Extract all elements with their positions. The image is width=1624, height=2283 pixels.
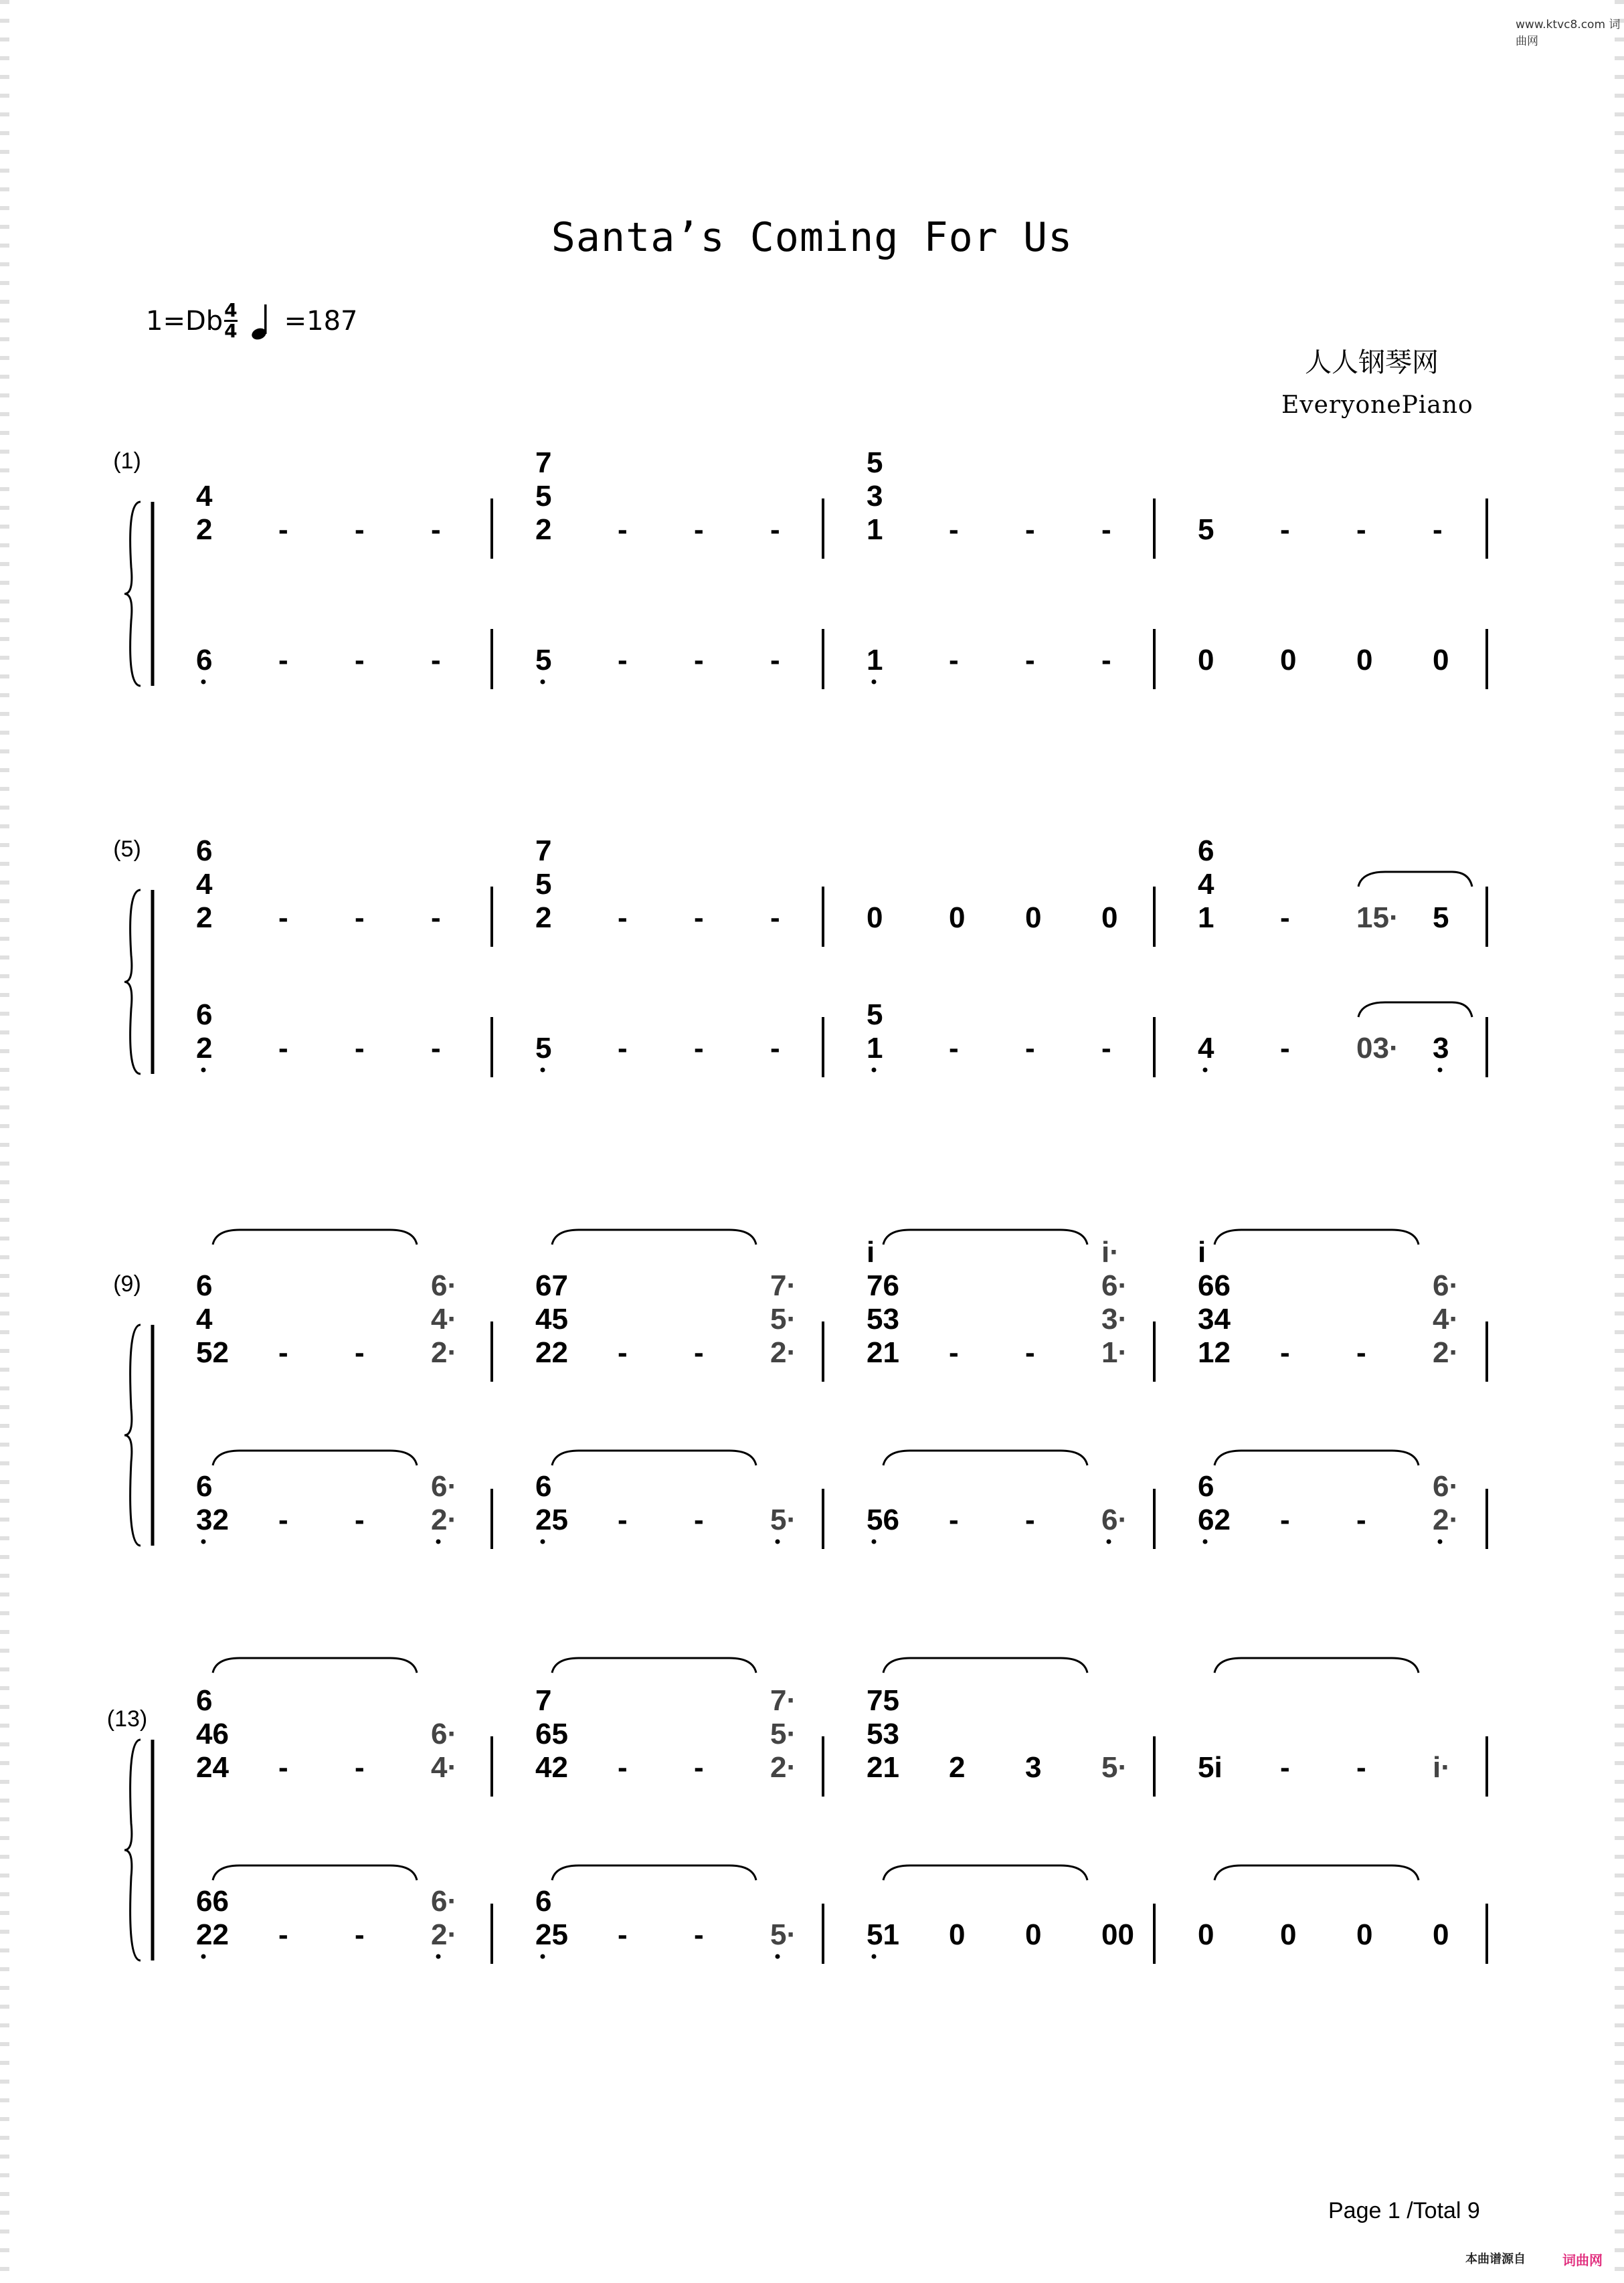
octave-dot [872,1540,877,1544]
note-token: 2 [949,1751,966,1784]
note-token: - [694,513,704,546]
note-token: 2 [196,1032,213,1065]
note-token: 2 [535,513,552,546]
note-token: - [278,644,288,676]
note-token: - [1025,1032,1035,1065]
octave-dot [201,1540,206,1544]
system-brace-icon [124,502,141,686]
note-token: - [1025,513,1035,546]
note-token: - [694,1751,704,1784]
note-token: 56 [867,1503,899,1536]
slur-mark [552,1865,756,1880]
note-token: 2· [1433,1336,1459,1369]
note-token: 66 [1198,1269,1231,1302]
page-title: Santa’s Coming For Us [551,214,1073,261]
note-token: 0 [1433,644,1449,676]
note-token: - [949,1032,959,1065]
note-token: 7· [770,1684,797,1717]
note-token: - [949,644,959,676]
note-token: i· [1433,1751,1451,1784]
octave-dot [1203,1068,1208,1073]
note-token: 0 [1356,644,1373,676]
note-token: 5 [535,868,552,901]
octave-dot [872,680,877,684]
measure-number-label: (9) [113,1271,141,1297]
note-token: 5 [535,1032,552,1065]
note-token: - [1280,1336,1290,1369]
note-token: 2· [770,1336,797,1369]
note-token: - [1280,513,1290,546]
note-token: 0 [1280,1918,1297,1951]
note-token: 0 [1198,644,1214,676]
note-token: 3 [1433,1032,1449,1065]
note-token: - [278,1032,288,1065]
note-token: 53 [867,1303,899,1336]
note-token: 4· [431,1751,458,1784]
note-token: 4 [1198,1032,1214,1065]
note-token: 0 [1433,1918,1449,1951]
note-token: 66 [196,1885,229,1918]
note-token: - [1025,1503,1035,1536]
system-brace-icon [124,1325,141,1546]
slur-mark [883,1230,1087,1245]
note-token: 6 [196,644,213,676]
measure-number-label: (13) [106,1706,148,1732]
note-token: 2 [535,901,552,934]
measure-number-label: (5) [113,836,141,862]
note-token: 4 [196,480,213,513]
note-token: - [618,1918,628,1951]
note-token: 22 [196,1918,229,1951]
note-token: - [278,513,288,546]
note-token: - [278,1751,288,1784]
note-token: 1 [867,644,883,676]
note-token: - [618,1336,628,1369]
note-token: 5· [770,1918,797,1951]
note-token: 46 [196,1718,229,1750]
note-token: - [1356,513,1366,546]
note-token: - [1356,1336,1366,1369]
octave-dot [776,1540,780,1544]
note-token: 4· [1433,1303,1459,1336]
note-token: - [770,1032,780,1065]
octave-dot [436,1540,441,1544]
note-token: 51 [867,1918,899,1951]
note-token: - [618,1503,628,1536]
note-token: - [694,1503,704,1536]
note-token: 5 [1433,901,1449,934]
note-token: - [355,513,365,546]
note-token: 6 [1198,1470,1214,1503]
octave-dot [872,1954,877,1959]
note-token: - [355,901,365,934]
note-token: - [618,644,628,676]
slur-mark [1214,1451,1419,1465]
note-token: 0 [949,1918,966,1951]
note-token: 75 [867,1684,899,1717]
note-token: - [431,644,441,676]
note-token: - [694,901,704,934]
note-token: 1· [1101,1336,1128,1369]
note-token: 2· [431,1336,458,1369]
octave-dot [1203,1540,1208,1544]
note-token: i [867,1236,875,1269]
credit-english: EveryonePiano [1281,391,1473,419]
note-token: - [1433,513,1443,546]
note-token: - [1280,1751,1290,1784]
octave-dot [541,1954,545,1959]
note-token: 0 [1025,901,1042,934]
slur-mark [213,1230,417,1245]
note-token: 6 [196,834,213,867]
octave-dot [776,1954,780,1959]
note-token: 5 [867,998,883,1031]
note-token: 42 [535,1751,568,1784]
note-token: 7 [535,834,552,867]
note-token: 6· [431,1718,458,1750]
note-token: 53 [867,1718,899,1750]
note-token: 2· [770,1751,797,1784]
note-token: 65 [535,1718,568,1750]
note-token: 76 [867,1269,899,1302]
footer-source-text: 本曲谱源自 [1465,2252,1526,2266]
note-token: 24 [196,1751,229,1784]
note-token: - [355,1751,365,1784]
note-token: - [1025,1336,1035,1369]
note-token: - [278,901,288,934]
slur-mark [1214,1658,1419,1673]
note-token: - [1025,644,1035,676]
note-token: 1 [867,513,883,546]
note-token: 34 [1198,1303,1231,1336]
note-token: 6· [1433,1470,1459,1503]
note-token: 2 [196,901,213,934]
octave-dot [201,1954,206,1959]
tempo: =187 [284,305,358,337]
note-token: 45 [535,1303,568,1336]
note-token: - [1101,644,1111,676]
note-token: 6· [1101,1503,1128,1536]
note-token: - [1356,1503,1366,1536]
note-token: 6 [1198,834,1214,867]
note-token: 1 [867,1032,883,1065]
note-token: - [694,1032,704,1065]
note-token: 3· [1101,1303,1128,1336]
note-token: 32 [196,1503,229,1536]
note-token: - [618,1751,628,1784]
note-token: 6· [431,1269,458,1302]
note-token: 6· [431,1470,458,1503]
note-token: 4 [196,1303,213,1336]
note-token: - [1356,1751,1366,1784]
time-signature-bottom: 4 [224,320,238,342]
note-token: 5 [535,644,552,676]
note-token: 7 [535,446,552,479]
note-token: - [431,901,441,934]
slur-mark [1358,872,1472,887]
slur-mark [552,1230,756,1245]
page-indicator: Page 1 /Total 9 [1328,2198,1480,2223]
note-token: 0 [949,901,966,934]
note-token: - [694,644,704,676]
site-url: www.ktvc8.com 词曲网 [1516,18,1621,48]
note-token: 3 [1025,1751,1042,1784]
note-token: - [618,513,628,546]
octave-dot [436,1954,441,1959]
note-token: - [618,1032,628,1065]
note-token: - [355,1336,365,1369]
note-token: - [1280,1032,1290,1065]
system-brace-icon [124,890,141,1074]
note-token: 2· [431,1918,458,1951]
note-token: i· [1101,1236,1119,1269]
octave-dot [1438,1540,1443,1544]
credit-chinese: 人人钢琴网 [1305,347,1439,378]
octave-dot [201,680,206,684]
note-token: 0 [1101,901,1118,934]
note-token: 3 [867,480,883,513]
slur-mark [552,1658,756,1673]
note-token: 5 [1198,513,1214,546]
note-token: 6 [196,1684,213,1717]
note-token: 7 [535,1684,552,1717]
note-token: - [770,901,780,934]
key-signature: 1=Db [146,305,223,337]
slur-mark [1214,1230,1419,1245]
note-token: i [1198,1236,1206,1269]
octave-dot [541,680,545,684]
note-token: 5· [1101,1751,1128,1784]
note-token: 2 [196,513,213,546]
octave-dot [872,1068,877,1073]
octave-dot [541,1540,545,1544]
note-token: - [949,1336,959,1369]
note-token: - [694,1336,704,1369]
note-token: 12 [1198,1336,1231,1369]
note-token: 6· [431,1885,458,1918]
note-token: - [278,1336,288,1369]
slur-mark [213,1658,417,1673]
note-token: 62 [1198,1503,1231,1536]
note-token: 22 [535,1336,568,1369]
note-token: 21 [867,1336,899,1369]
note-token: 67 [535,1269,568,1302]
note-token: - [278,1918,288,1951]
note-token: 6· [1101,1269,1128,1302]
note-token: 6 [535,1885,552,1918]
note-token: 0 [1280,644,1297,676]
note-token: - [770,644,780,676]
measure-number-label: (1) [113,448,141,474]
note-token: 15· [1356,901,1399,934]
note-token: 25 [535,1503,568,1536]
note-token: 5· [770,1303,797,1336]
note-token: 4· [431,1303,458,1336]
slur-mark [883,1865,1087,1880]
note-token: 4 [196,868,213,901]
slur-mark [213,1865,417,1880]
note-token: 6 [196,998,213,1031]
note-token: 21 [867,1751,899,1784]
note-token: 5· [770,1503,797,1536]
note-token: - [355,1503,365,1536]
note-token: 5 [535,480,552,513]
note-token: - [355,644,365,676]
note-token: 03· [1356,1032,1399,1065]
note-token: - [770,513,780,546]
note-token: - [618,901,628,934]
slur-mark [552,1451,756,1465]
slur-mark [1214,1865,1419,1880]
note-token: - [355,1918,365,1951]
note-token: - [949,513,959,546]
note-token: 5i [1198,1751,1223,1784]
note-token: 00 [1101,1918,1134,1951]
slur-mark [1358,1002,1472,1017]
slur-mark [213,1451,417,1465]
note-token: 2· [431,1503,458,1536]
note-token: - [1101,513,1111,546]
note-token: - [1280,901,1290,934]
note-token: - [431,1032,441,1065]
note-token: 1 [1198,901,1214,934]
footer-logo: 词曲网 [1562,2252,1603,2268]
octave-dot [201,1068,206,1073]
note-token: - [1101,1032,1111,1065]
note-token: - [278,1503,288,1536]
note-token: 0 [867,901,883,934]
note-token: 6 [535,1470,552,1503]
note-token: 6· [1433,1269,1459,1302]
octave-dot [541,1068,545,1073]
note-token: 52 [196,1336,229,1369]
slur-mark [883,1451,1087,1465]
system-brace-icon [124,1740,141,1960]
note-token: - [1280,1503,1290,1536]
note-token: 5 [867,446,883,479]
note-token: 6 [196,1470,213,1503]
note-token: - [355,1032,365,1065]
note-token: 0 [1356,1918,1373,1951]
note-token: - [949,1503,959,1536]
octave-dot [1438,1068,1443,1073]
note-token: - [431,513,441,546]
note-token: 25 [535,1918,568,1951]
note-token: 0 [1198,1918,1214,1951]
note-token: 2· [1433,1503,1459,1536]
note-token: 5· [770,1718,797,1750]
note-token: 6 [196,1269,213,1302]
octave-dot [1107,1540,1111,1544]
note-token: 0 [1025,1918,1042,1951]
note-token: - [694,1918,704,1951]
time-signature-top: 4 [224,299,238,321]
slur-mark [883,1658,1087,1673]
note-token: 4 [1198,868,1214,901]
note-token: 7· [770,1269,797,1302]
